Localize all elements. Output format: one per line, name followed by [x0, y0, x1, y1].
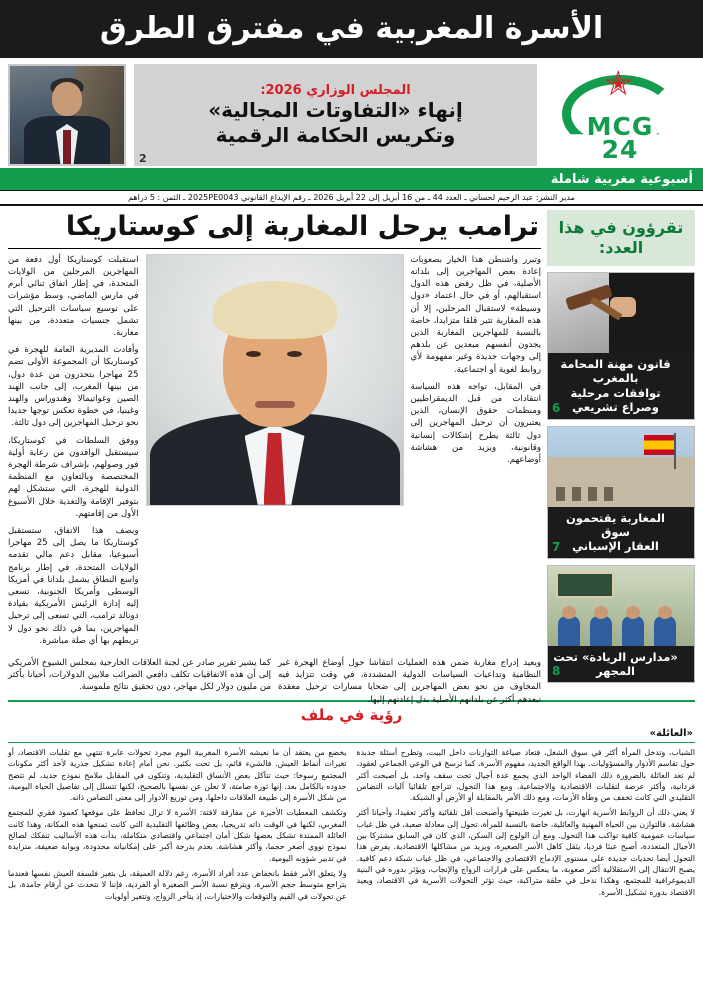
lead-article	[8, 210, 541, 705]
paragraph: لا يعني ذلك أن الروابط الأسرية انهارت، بل تغيرت طبيعتها وأصبحت أقل تلقائية وأكثر تعقيدا، وأحيانا أكثر هشاشة. فالتوازن بين الحياة المهنية والعائلية، خاصة بالنسبة للمرأة، تحول إلى معادلة صعبة، في ظل غياب سياسات عمومية كافية تواكب هذا التحول. ومع أن الولوج إلى السكن، الذي كان في السابق مشتركا بين الأجيال المتعددة، أصبح عبئا فرديا، يثقل كاهل الأسر الصغيرة، ويزيد من مشاكلها الاقتصادية. يفرض هذا التحول أيضا تحديات جديدة على مستوى الإدماج الاقتصادي والاجتماعي، في ظل غياب شبكة دعم كافية. يصبح الانتقال إلى الاستقلالية أكثر صعوبة، ما ينعكس على قرارات الزواج والإنجاب، ويؤثر بدوره في البنية الديموغرافية للمجتمع، وهكذا ندخل في حلقة متراكبة، حيث تؤثر التحولات الأسرية في الاقتصاد، ويعيد الاقتصاد بدوره تشكيل الأسرة.	[356, 808, 695, 897]
article-column-left	[411, 254, 542, 652]
promo-caption-line-1: «مدارس الريادة» تحت	[553, 649, 678, 664]
list-item[interactable]	[547, 426, 695, 559]
issue-intro-line-2: العدد:	[598, 238, 644, 257]
lead-headline-block[interactable]	[134, 64, 537, 166]
section-title: رؤية في ملف	[300, 706, 403, 724]
promo-page-number: 8	[552, 664, 561, 679]
headline-kicker: المجلس الوزاري 2026:	[260, 82, 411, 98]
publication-info-bar	[0, 190, 703, 206]
footer-column-left	[357, 747, 696, 906]
publication-info-text: مدير النشر: عبد الرحيم لحساني ـ العدد 44 ـ من 16 أبريل إلى 22 أبريل 2026 ـ رقم الإيداع القانوني 2025PE0043 ـ الثمن : 5 دراهم	[128, 193, 575, 202]
top-band	[0, 58, 703, 168]
paragraph: ويصف هذا الاتفاق، ستستقبل كوستاريكا ما يصل إلى 25 مهاجرا أسبوعيا، مقابل دعم مالي تقدمه الولايات المتحدة، في إطار برنامج واسع النطاق يشمل بلدانا في أمريكا الوسطى وأمريكا الجنوبية، تسعى إليه إدارة الرئيس الأمريكية بقيادة دونالد ترامب، التي تسعى إلى ترحيل المهاجرين، بما في ذلك نحو دول لا تربطهم بها أي صلة مباشرة.	[8, 525, 139, 646]
paragraph: ويعيد إدراج مغاربة ضمن هذه العمليات انتقاشا حول أوضاع الهجرة غير النظامية وتداعيات السياسات الدولية المتشددة، في وقت تتزايد فيه المخاوف من نحو بعض المهاجرين إلى ضحايا مسارات ترحيل معقدة تبعدهم أكثر عن بلدانهم الأصلية بدل إعادتهم إليها.	[278, 657, 541, 705]
masthead	[0, 0, 703, 58]
paragraph: ووفق السلطات في كوستاريكا، سيستقبل الوافدون من رعاية أولية فور وصولهم، بإشراف شرطة الهجرة المختصصة وبالتعاون مع المنظمة الدولية للهجرة، التي ستشكل لهم بتوفير الإقامة والتغذية خلال الأسبوع الأول من إقامتهم.	[8, 435, 139, 519]
gavel-icon	[548, 273, 694, 353]
article-columns-right	[8, 254, 139, 652]
promo-caption-line-2: المجهر	[595, 664, 635, 678]
list-item[interactable]	[547, 565, 695, 684]
promo-page-number: 6	[552, 400, 561, 415]
headline-line-1: إنهاء «التفاوتات المجالية»	[208, 97, 463, 122]
promo-caption-line-2: العقار الإسباني	[572, 539, 659, 554]
paragraph: في المقابل، تواجه هذه السياسة انتقادات من قبل الديمقراطيين ومنظمات حقوق الإنسان، الذين يعتبرون أن ترحيل المهاجرين إلى دول ثالثة يطرح إشكالات إنسانية وقانونية، ويزيد من هشاشة أوضاعهم.	[410, 381, 541, 465]
promo-caption-line-2: توافقات مرحلية وصراع تشريعي	[570, 385, 661, 415]
article-title: ترامب يرحل المغاربة إلى كوستاريكا	[8, 210, 541, 249]
article-column-right	[8, 254, 139, 652]
inside-this-issue-column	[547, 210, 695, 694]
paragraph: وتبرر واشنطن هذا الخيار بصعوبات إعادة بعض المهاجرين إلى بلدانه الأصلية، في ظل رفض هذه الدول استقبالهم، أو في حال اعتماد «دول وسيطة» لاستقبال المرحلين، إلا أن هذه المقاربة تثير قلقا متزايدا، خاصة بالنسبة للمهاجرين المغاربة الذين يجدون أنفسهم مبعدين عن بلدهم إلى وجهات جديدة وغير مفهومة لأي روابط لغوية أو اجتماعية.	[410, 254, 541, 375]
issue-intro-line-1: تقرؤون في هذا	[558, 218, 684, 237]
promo-caption-line-1: قانون مهنة المحامة بالمغرب	[560, 357, 671, 386]
paragraph: ولا يتعلق الأمر فقط بانخفاض عدد أفراد الأسرة، رغم دلالة العميقة، بل بتغير فلسفة العيش نفسها فعندما يتراجع متوسط حجم الأسرة، ويترفع نسبة الأسر الصغيرة أو الفردية، فإننا لا نتحدث عن أرقام جامدة، بل عن تحولات في القيم والتوقعات والاختيارات، إذ يتأخر الزواج، وتتغير أولويات	[8, 868, 347, 901]
paragraph: كما يشير تقرير صادر عن لجنة العلاقات الخارجية بمجلس الشيوخ الأمريكي إلى أن هذه الاتفاقيات تكلف دافعي الضرائب ملايين الدولارات، أحيانا بأكثر من مليون دولار لكل مهاجر، دون تحقيق نتائج ملموسة.	[8, 657, 271, 693]
list-item[interactable]	[547, 272, 695, 420]
tagline-strip	[0, 168, 703, 190]
issue-intro-box	[547, 210, 695, 266]
section-columns	[8, 742, 695, 906]
continuation-column-left	[278, 657, 541, 711]
tagline-text: أسبوعية مغربية شاملة	[550, 171, 693, 187]
official-portrait-photo	[8, 64, 126, 166]
paragraph: الشباب، وتدخل المرأة أكثر في سوق الشغل، فتعاد صياغة التوازنات داخل البيت، وتطرح أسئلة جديدة حول تقاسم الأدوار والمسؤوليات. بهذا الواقع الجديد، مفهوم الأسرة، كما ترسخ في الوعي الجماعي لعقود، لم تعد العائلة بالضرورة ذلك الفضاء الواحد الذي يجمع عدة أجيال تحت سقف واحد، بل أصبحت أكثر فردانية، وأكثر عرضة لتقلبات الاقتصادية والاجتماعية. ومع هذا التحول، تتراجع تلقائيا آليات التضامن التقليدي التي كانت تخفف من وطأة الأزمات، ومع ذلك الأمر بالمقابلة أو الأرض أو الشبكة.	[356, 748, 695, 803]
page-title: الأسرة المغربية في مفترق الطرق	[99, 11, 604, 46]
article-columns	[411, 254, 542, 652]
headline-line-2: وتكريس الحكامة الرقمية	[215, 122, 456, 147]
promo-caption-line-1: المغاربة يقتحمون سوق	[565, 510, 665, 539]
star-icon: ✭	[604, 64, 633, 104]
paragraph: استقبلت كوستاريكا أول دفعة من المهاجرين المرحلين من الولايات المتحدة، في إطار اتفاق ثنائي أبرم في مارس الماضي، وسط مؤشرات على توسيع سياسات الترحيل التي تشمل جنسيات متعددة، من بينها مغاربة.	[8, 254, 139, 338]
section-subtitle: «العائلة»	[649, 728, 693, 739]
paragraph: وأفادت المديرية العامة للهجرة في كوستاريكا أن المجموعة الأولى تضم 25 مهاجرا بتحدرون من عدة دول، من بينها المغرب، إلى جانب الهند الصين وغواتيمالا وهندوراس والهند وغينيا، في خطوة تعكس توجها جديدا نحو ترحيل المهاجرين إلى دول ثالثة.	[8, 345, 139, 429]
file-vision-section	[8, 700, 695, 906]
headline-page-number: 2	[139, 152, 147, 165]
classroom-icon	[548, 566, 694, 646]
article-continuation	[8, 657, 541, 711]
paragraph: وتكشف المعطيات الأخيرة عن مفارقة لافتة: الأسرة لا تزال تحافظ على موقعها كعمود فقري للمجتمع المغربي، لكنها في الوقت ذاته تدريجيا، بعض وظائفها التقليدية التي كانت تمنحها هذه المكانة، وهذا كانت العائلة الممتدة تشكل بعضها شكل أمان اجتماعي واقتصادي متكاملة، بدأت هذه الأساليب تتفكك لصالح نموذج نووي أصغر حجما، وأكثر هشاشة. بعدم بدرجة أكبر على إمكانياته محدودة، وبوابة ضعيفة، متزايدة في تدبير شؤونه اليومية.	[8, 808, 347, 863]
spanish-flag-icon	[548, 427, 694, 507]
publication-logo[interactable]	[545, 64, 695, 166]
continuation-column-right	[8, 657, 271, 711]
logo-number: 24	[601, 135, 639, 164]
footer-column-right	[8, 747, 347, 906]
article-photo	[146, 254, 404, 506]
promo-page-number: 7	[552, 539, 561, 554]
paragraph: يخضع من يعتقد أن ما نعيشه الأسرة المغربية اليوم مجرد تحولات عابرة تنتهي مع تقلبات الاقتصاد، أو تغيرات أنماط العيش. فالشيء قائم، بل تحت بكثير. نحن أمام إعادة تشكيل جذرية لأحد أكثر مكونات المجتمع رسوخا: حيث تتآكل بعض الأنساق التقليدية، وتتكون في المقابل ملامح نموذج جديد، لم تتضح حدوده بالكامل بعد. إنها ثورة صامتة، لا تعلن عن نفسها بالصحيح، لكنها تتسلل إلى تفاصيل الحياة اليومية، من شكل الأسرة إلى طبيعة العلاقات داخلها، ومن توزيع الأدوار إلى معنى التضامن ذاته.	[8, 748, 347, 803]
main-content	[0, 206, 703, 705]
logo-name: MCG	[586, 112, 654, 141]
